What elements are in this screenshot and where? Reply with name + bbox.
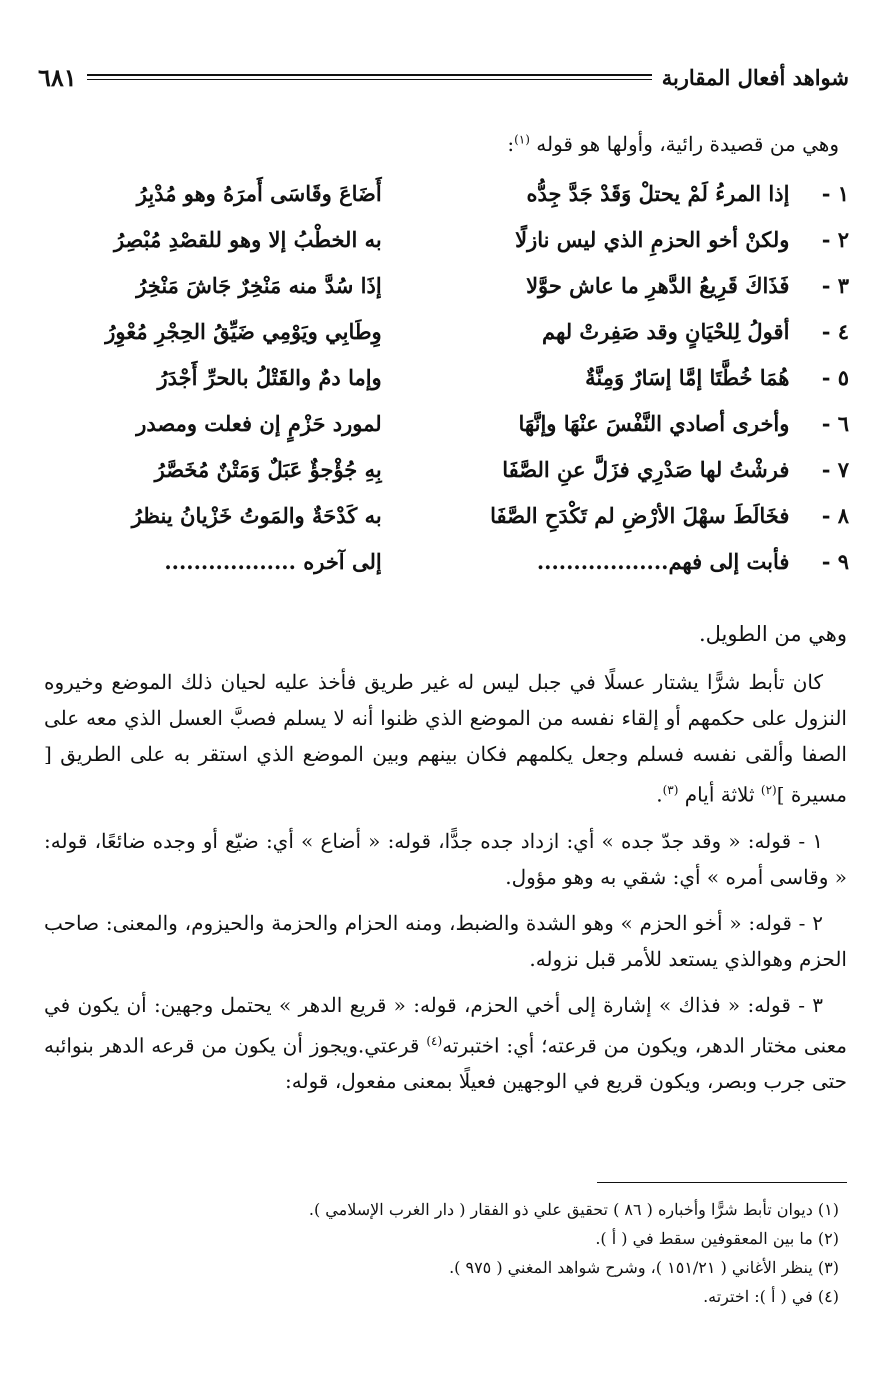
intro-end: : — [507, 132, 515, 156]
verse-number: ٧ - — [821, 456, 849, 482]
intro-line — [507, 132, 839, 156]
paragraph-text: قرعتي.ويجوز أن يكون من قرعه الدهر بنوائبه حتى جرب وبصر، ويكون قريع في الوجهين فعيلًا بمعنى مفعول، قوله: — [44, 1033, 847, 1094]
paragraph — [44, 987, 847, 1100]
running-title: شواهد أفعال المقاربة — [661, 64, 849, 90]
footnote: (٣) ينظر الأغاني ( ١٥١/٢١ )، وشرح شواهد المغني ( ٩٧٥ ). — [449, 1258, 839, 1277]
footnote-ref: (٤) — [426, 1033, 443, 1048]
header-rule — [87, 74, 652, 80]
verse-first-hemistich: فرشْتُ لها صَدْرِي فزَلَّ عنِ الصَّفَا — [502, 456, 790, 482]
paragraph — [44, 905, 847, 977]
paragraph-text: ثلاثة أيام — [678, 782, 761, 807]
verse-second-hemistich: أَضَاعَ وقَاسَى أَمرَهُ وهو مُدْبِرُ — [136, 180, 382, 206]
paragraph — [44, 823, 847, 895]
verse-second-hemistich: إذَا سُدَّ منه مَنْخِرٌ جَاشَ مَنْخِرُ — [136, 272, 382, 298]
verse-second-hemistich: بِهِ جُؤْجؤٌ عَبَلٌ وَمَتْنٌ مُخَصَّرُ — [154, 456, 382, 482]
footnote: (٢) ما بين المعقوفين سقط في ( أ ). — [595, 1229, 839, 1248]
footnote-ref: (١) — [514, 132, 530, 147]
verse-first-hemistich: ولكنْ أخو الحزمِ الذي ليس نازلًا — [515, 226, 790, 252]
verse-row — [44, 400, 849, 446]
paragraph-text: ٢ - قوله: « أخو الحزم » وهو الشدة والضبط، ومنه الحزام والحزمة والحيزوم، والمعنى: صاحب الحزم وهوالذي يستعد للأمر قبل نزوله. — [44, 910, 847, 971]
verse-second-hemistich: وِطَابِي ويَوْمِي ضَيِّقُ الحِجْرِ مُعْوِرُ — [105, 318, 382, 344]
verse-row — [44, 492, 849, 538]
verse-row — [44, 538, 849, 584]
verse-row — [44, 262, 849, 308]
page-number: ٦٨١ — [38, 62, 77, 92]
poem-verses — [44, 170, 849, 584]
verse-number: ٨ - — [821, 502, 849, 528]
verse-row — [44, 308, 849, 354]
page-header — [38, 60, 849, 94]
footnote: (١) ديوان تأبط شرًّا وأخباره ( ٨٦ ) تحقيق علي ذو الفقار ( دار الغرب الإسلامي ). — [308, 1200, 839, 1219]
verse-number: ٣ - — [821, 272, 849, 298]
verse-first-hemistich: فخَالَطَ سهْلَ الأرْضِ لم تَكْدَحِ الصَّفَا — [490, 502, 790, 528]
verse-first-hemistich: فَذَاكَ قَرِيعُ الدَّهرِ ما عاش حوَّلا — [526, 272, 790, 298]
verse-row — [44, 216, 849, 262]
paragraph-text: . — [656, 782, 663, 807]
verse-number: ٢ - — [821, 226, 849, 252]
footnotes — [44, 1195, 839, 1311]
intro-text: وهي من قصيدة رائية، وأولها هو قوله — [536, 132, 839, 156]
verse-row — [44, 354, 849, 400]
verse-first-hemistich: وأخرى أصادي النَّفْسَ عنْهَا وإنَّهَا — [518, 410, 790, 436]
paragraph-text: ١ - قوله: « وقد جدّ جده » أي: ازداد جده جدًّا، قوله: « أضاع » أي: ضيّع أو وجده ضائعًا، قوله: « وقاسى أمره » أي: شقي به وهو مؤول. — [44, 828, 847, 889]
verse-first-hemistich: أقولُ لِلحْيَانٍ وقد صَفِرتْ لهم — [542, 318, 790, 344]
commentary — [44, 664, 847, 1109]
verse-number: ٩ - — [821, 548, 849, 574]
verse-second-hemistich: إلى آخره .................. — [164, 548, 382, 574]
footnote-ref: (٢) — [760, 783, 777, 797]
meter-note: وهي من الطويل. — [698, 622, 847, 646]
verse-first-hemistich: هُمَا خُطَّتَا إمَّا إسَارٌ وَمِنَّةٌ — [585, 364, 790, 390]
verse-second-hemistich: به الخطْبُ إلا وهو للقصْدِ مُبْصِرُ — [113, 226, 382, 252]
footnote-separator — [597, 1182, 847, 1183]
paragraph-text: ٣ - قوله: « فذاك » إشارة إلى أخي الحزم، قوله: « قريع الدهر » يحتمل وجهين: أن يكون في معنى مختار الدهر، ويكون من قرعته؛ أي: اختبرته — [44, 992, 848, 1058]
verse-number: ٦ - — [821, 410, 849, 436]
verse-second-hemistich: وإما دمٌ والقَتْلُ بالحرِّ أَجْدَرُ — [157, 364, 382, 390]
verse-second-hemistich: به كَدْحَةٌ والمَوتُ خَزْيانُ ينظرُ — [131, 502, 382, 528]
verse-second-hemistich: لمورد حَزْمٍ إن فعلت ومصدر — [136, 410, 382, 436]
paragraph-text: كان تأبط شرًّا يشتار عسلًا في جبل ليس له غير طريق فأخذ عليه لحيان ذلك الموضع وخيروه النزول على حكمهم أو إلقاء نفسه من الموضع الذي ظنوا أنه لا يسلم فصبَّ العسل الذي معه على الصفا وألقى نفسه فسلم وجعل يكلمهم فكان بينهم وبين الموضع الذي استقر به على الطريق [ مسيرة ] — [44, 670, 847, 807]
verse-number: ٥ - — [821, 364, 849, 390]
paragraph — [44, 664, 847, 813]
verse-first-hemistich: فأبت إلى فهم.................. — [536, 548, 790, 574]
verse-number: ٤ - — [821, 318, 849, 344]
footnote: (٤) في ( أ ): اخترته. — [703, 1287, 839, 1306]
verse-row — [44, 446, 849, 492]
verse-row — [44, 170, 849, 216]
footnote-ref: (٣) — [662, 783, 679, 797]
verse-first-hemistich: إذا المرءُ لَمْ يحتلْ وَقَدْ جَدَّ جِدُّه — [526, 180, 790, 206]
verse-number: ١ - — [821, 180, 849, 206]
